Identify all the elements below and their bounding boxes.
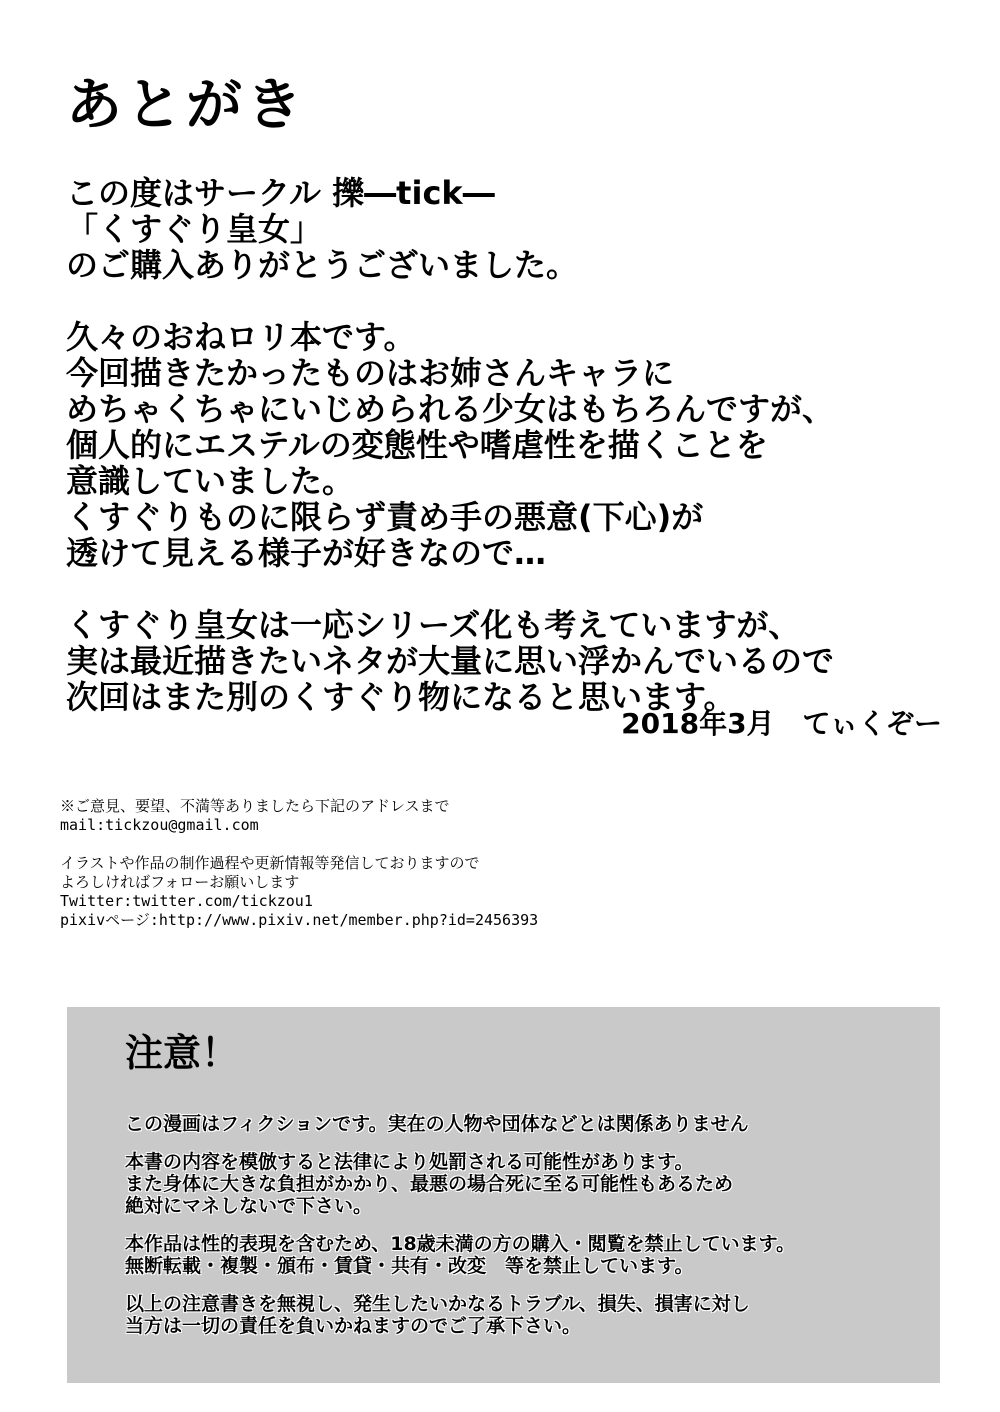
contact-notes bbox=[60, 797, 760, 930]
afterword-line: 次回はまた別のくすぐり物になると思います。 bbox=[66, 678, 736, 716]
afterword-body bbox=[66, 175, 966, 715]
caution-body bbox=[125, 1113, 925, 1337]
caution-line: また身体に大きな負担がかかり、最悪の場合死に至る可能性もあるため bbox=[125, 1173, 734, 1195]
afterword-line: 「くすぐり皇女」 bbox=[66, 210, 323, 248]
twitter-link: Twitter:twitter.com/tickzou1 bbox=[60, 892, 313, 910]
afterword-line: くすぐりものに限らず責め手の悪意(下心)が bbox=[66, 498, 704, 536]
caution-title: 注意！ bbox=[125, 1031, 240, 1075]
caution-line: 本書の内容を模倣すると法律により処罰される可能性があります。 bbox=[125, 1151, 694, 1173]
caution-line: 当方は一切の責任を負いかねますのでご了承下さい。 bbox=[125, 1315, 582, 1337]
caution-line: 無断転載・複製・頒布・賃貸・共有・改変 等を禁止しています。 bbox=[125, 1255, 694, 1277]
afterword-paragraph bbox=[66, 607, 966, 715]
afterword-line: 実は最近描きたいネタが大量に思い浮かんでいるので bbox=[66, 642, 835, 680]
caution-line: 以上の注意書きを無視し、発生したいかなるトラブル、損失、損害に対し bbox=[125, 1293, 750, 1315]
caution-line: 絶対にマネしないで下さい。 bbox=[125, 1195, 373, 1217]
afterword-paragraph bbox=[66, 319, 966, 571]
afterword-line: 意識していました。 bbox=[66, 462, 355, 500]
afterword-line: この度はサークル 擽―tick― bbox=[66, 174, 495, 212]
feedback-note: ※ご意見、要望、不満等ありましたら下記のアドレスまで bbox=[60, 797, 450, 815]
caution-line: 本作品は性的表現を含むため、18歳未満の方の購入・閲覧を禁止しています。 bbox=[125, 1233, 796, 1255]
caution-box bbox=[67, 1007, 940, 1383]
afterword-line: くすぐり皇女は一応シリーズ化も考えていますが、 bbox=[66, 606, 801, 644]
afterword-line: 久々のおねロリ本です。 bbox=[66, 318, 416, 356]
afterword-paragraph bbox=[66, 175, 966, 283]
afterword-line: 個人的にエステルの変態性や嗜虐性を描くことを bbox=[66, 426, 768, 464]
pixiv-link: pixivページ:http://www.pixiv.net/member.php?id=2456393 bbox=[60, 911, 539, 929]
afterword-line: 透けて見える様子が好きなので… bbox=[66, 534, 547, 572]
mail-address: mail:tickzou@gmail.com bbox=[60, 816, 259, 834]
signature: 2018年3月 てぃくぞー bbox=[621, 707, 942, 740]
follow-note: イラストや作品の制作過程や更新情報等発信しておりますので bbox=[60, 854, 480, 872]
follow-note: よろしければフォローお願いします bbox=[60, 873, 300, 891]
caution-line: この漫画はフィクションです。実在の人物や団体などとは関係ありません bbox=[125, 1113, 749, 1135]
afterword-line: のご購入ありがとうございました。 bbox=[66, 246, 579, 284]
afterword-line: めちゃくちゃにいじめられる少女はもちろんですが、 bbox=[66, 390, 835, 428]
page-title: あとがき bbox=[66, 72, 306, 138]
afterword-line: 今回描きたかったものはお姉さんキャラに bbox=[66, 354, 675, 392]
